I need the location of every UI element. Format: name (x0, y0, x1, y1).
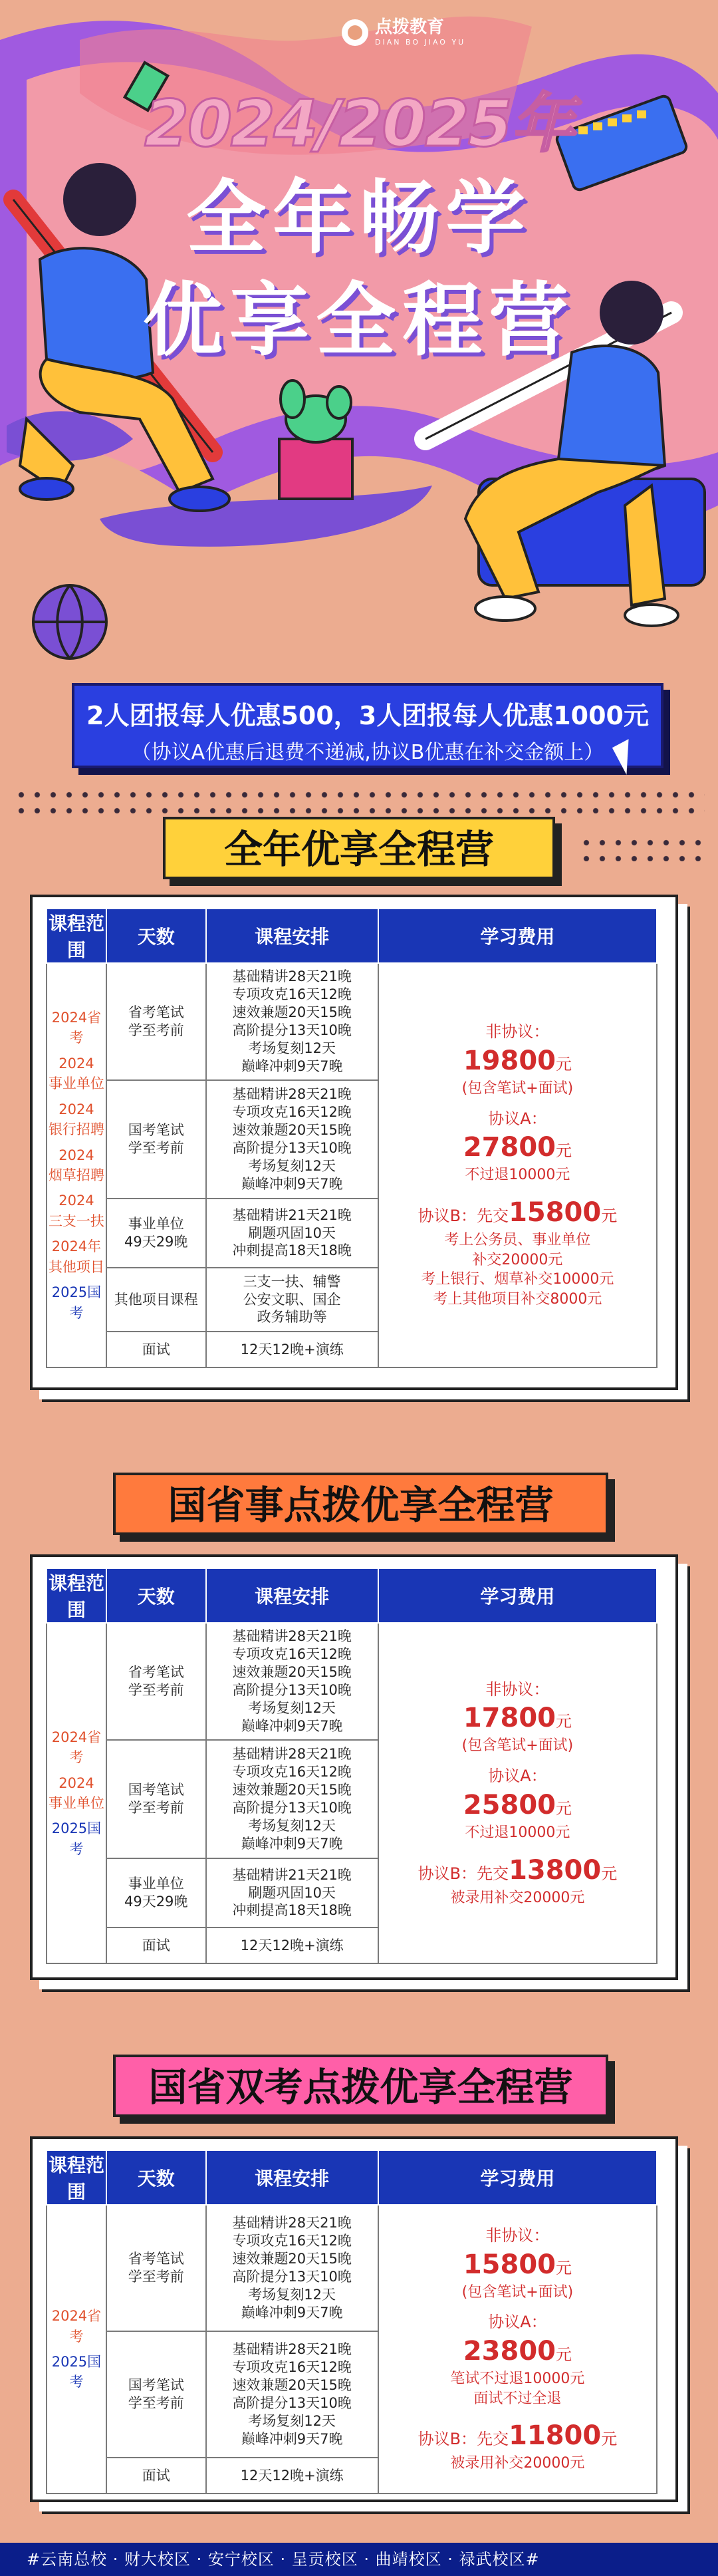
scope-item-line: 2024省考 (51, 1009, 102, 1046)
pricing-card (30, 2136, 678, 2502)
days-header: 天数 (106, 1568, 206, 1623)
scope-item-line: 2025国考 (51, 1820, 102, 1857)
fee-unit: 元 (601, 2430, 618, 2449)
days-cell (106, 1199, 206, 1268)
scope-item (47, 2352, 106, 2392)
fee-price-line (379, 1108, 656, 1166)
fee-price: 17800 (463, 1703, 556, 1734)
scope-item-line: 2025国考 (51, 2354, 102, 2390)
fee-option (379, 2311, 656, 2408)
fee-note: 不过退10000元 (465, 1824, 570, 1841)
schedule-cell (206, 1080, 378, 1199)
fee-label: 非协议： (485, 1022, 550, 1042)
hero-title-line-2: 优享全程营 (143, 275, 575, 367)
schedule-line: 巅峰冲刺9天7晚 (241, 1717, 343, 1734)
fee-price-line (379, 1679, 656, 1737)
schedule-line: 刷题巩固10天 (248, 1884, 336, 1901)
schedule-line: 基础精讲28天21晚 (232, 2215, 352, 2231)
days-line: 学至考前 (128, 1800, 184, 1816)
days-header: 天数 (106, 909, 206, 963)
schedule-line: 高阶提分13天10晚 (232, 2395, 352, 2411)
table-row (47, 2205, 657, 2331)
group-discount-banner (72, 683, 663, 768)
days-header: 天数 (106, 2150, 206, 2205)
schedule-cell (206, 1199, 378, 1268)
fee-label: 协议A： (488, 1109, 547, 1128)
schedule-line: 考场复刻12天 (248, 2412, 336, 2429)
schedule-line: 基础精讲21天21晚 (232, 1866, 352, 1883)
schedule-line: 高阶提分13天10晚 (232, 1800, 352, 1816)
fee-price-line (379, 2311, 656, 2369)
scope-item (47, 1773, 106, 1814)
fee-note: 笔试不过退10000元 (450, 2370, 585, 2387)
scope-item-line: 事业单位 (48, 1075, 104, 1092)
scope-item-line: 2024 (59, 1147, 94, 1163)
fee-label: 协议B： (418, 1864, 477, 1883)
scope-item-line: 2024 (59, 1193, 94, 1209)
days-cell (106, 1080, 206, 1199)
fee-price: 25800 (463, 1789, 556, 1820)
schedule-cell (206, 2331, 378, 2458)
fee-option (379, 1765, 656, 1842)
days-line: 事业单位 (128, 1876, 184, 1892)
schedule-line: 考场复刻12天 (248, 1040, 336, 1056)
days-line: 49天29晚 (124, 1234, 188, 1250)
days-cell (106, 1268, 206, 1332)
fee-note: 考上其他项目补交8000元 (433, 1291, 602, 1308)
fee-label: 非协议： (485, 1679, 550, 1699)
schedule-line: 冲刺提高18天18晚 (232, 1242, 352, 1259)
section-title: 全年优享全程营 (163, 817, 555, 879)
schedule-line: 基础精讲21天21晚 (232, 1207, 352, 1223)
scope-item-line: 2024省考 (51, 1729, 102, 1766)
days-line: 其他项目课程 (114, 1291, 198, 1308)
section-title: 国省双考点拨优享全程营 (113, 2055, 608, 2117)
schedule-line: 考场复刻12天 (248, 1699, 336, 1716)
fee-label: 协议A： (488, 2313, 547, 2332)
scope-item (47, 1282, 106, 1323)
schedule-line: 巅峰冲刺9天7晚 (241, 1058, 343, 1074)
fee-price-line (379, 2225, 656, 2283)
campus-footer: #云南总校 · 财大校区 · 安宁校区 · 呈贡校区 · 曲靖校区 · 禄武校区# (0, 2543, 718, 2576)
days-line: 49天29晚 (124, 1894, 188, 1910)
logo-icon (342, 19, 368, 46)
schedule-line: 专项攻克16天12晚 (232, 986, 352, 1003)
scope-item (47, 2306, 106, 2347)
days-line: 省考笔试 (128, 1664, 184, 1681)
fee-option (379, 1679, 656, 1756)
schedule-line: 政务辅助等 (257, 1309, 327, 1326)
scope-item-line: 2024 (59, 1101, 94, 1117)
fee-option (379, 1195, 656, 1310)
scope-item-line: 事业单位 (48, 1795, 104, 1811)
days-cell (106, 2458, 206, 2494)
fee-note: 面试不过全退 (473, 2390, 562, 2407)
fee-price-line (379, 1195, 656, 1230)
fee-note: 不过退10000元 (465, 1167, 570, 1184)
schedule-line: 12天12晚+演练 (240, 1937, 344, 1953)
schedule-line: 冲刺提高18天18晚 (232, 1902, 352, 1919)
schedule-cell (206, 1740, 378, 1858)
fee-header: 学习费用 (378, 1568, 657, 1623)
fee-price: 11800 (509, 2420, 602, 2452)
fee-price-line (379, 2418, 656, 2454)
days-line: 面试 (142, 1341, 170, 1358)
fee-prefix: 先交 (477, 2430, 509, 2449)
fee-note: (包含笔试+面试) (461, 1079, 574, 1097)
scope-item (47, 1236, 106, 1277)
table-row (47, 1623, 657, 1740)
fee-price: 27800 (463, 1132, 556, 1163)
scope-item (47, 1191, 106, 1231)
fee-unit: 元 (601, 1864, 618, 1883)
days-line: 国考笔试 (128, 1122, 184, 1139)
promo-line-1: 2人团报每人优惠500，3人团报每人优惠1000元 (86, 701, 649, 730)
fee-cell (378, 1623, 657, 1963)
fee-option (379, 2225, 656, 2302)
schedule-line: 刷题巩固10天 (248, 1224, 336, 1241)
days-cell (106, 1858, 206, 1928)
pricing-card (30, 895, 678, 1390)
schedule-line: 专项攻克16天12晚 (232, 2233, 352, 2249)
schedule-line: 考场复刻12天 (248, 1157, 336, 1174)
schedule-line: 12天12晚+演练 (240, 1341, 344, 1358)
schedule-line: 三支一扶、辅警 (243, 1273, 341, 1290)
section-title: 国省事点拨优享全程营 (113, 1473, 608, 1535)
days-line: 面试 (142, 1937, 170, 1953)
fee-price: 15800 (463, 2249, 556, 2280)
schedule-line: 专项攻克16天12晚 (232, 1646, 352, 1663)
schedule-line: 公安文职、国企 (243, 1291, 341, 1308)
schedule-header: 课程安排 (206, 2150, 378, 2205)
scope-cell (47, 963, 106, 1367)
fee-note: 被录用补交20000元 (450, 1889, 585, 1906)
days-cell (106, 2205, 206, 2331)
days-cell (106, 1332, 206, 1367)
dot-divider (13, 787, 705, 813)
schedule-line: 高阶提分13天10晚 (232, 1022, 352, 1038)
fee-note: 被录用补交20000元 (450, 2455, 585, 2472)
fee-label: 非协议： (485, 2225, 550, 2245)
fee-prefix: 先交 (477, 1207, 509, 1225)
scope-item (47, 1727, 106, 1768)
fee-unit: 元 (556, 1712, 572, 1731)
days-line: 学至考前 (128, 1022, 184, 1038)
schedule-line: 巅峰冲刺9天7晚 (241, 1835, 343, 1852)
scope-item-line: 2024年 (51, 1238, 102, 1255)
schedule-line: 速效兼题20天15晚 (232, 2377, 352, 2394)
brand-logo (342, 19, 465, 46)
schedule-line: 专项攻克16天12晚 (232, 1764, 352, 1781)
fee-unit: 元 (556, 2345, 572, 2364)
scope-header: 课程范围 (47, 1568, 106, 1623)
fee-price: 15800 (509, 1197, 602, 1228)
schedule-line: 基础精讲28天21晚 (232, 968, 352, 985)
fee-option (379, 1108, 656, 1185)
pricing-table (46, 2150, 658, 2494)
scope-cell (47, 1623, 106, 1963)
schedule-line: 基础精讲28天21晚 (232, 1746, 352, 1763)
schedule-header: 课程安排 (206, 1568, 378, 1623)
scope-item (47, 1054, 106, 1094)
schedule-line: 12天12晚+演练 (240, 2467, 344, 2484)
schedule-line: 巅峰冲刺9天7晚 (241, 2304, 343, 2321)
fee-note: (包含笔试+面试) (461, 2283, 574, 2301)
fee-unit: 元 (556, 1141, 572, 1161)
fee-price: 19800 (463, 1045, 556, 1076)
schedule-line: 速效兼题20天15晚 (232, 1782, 352, 1798)
promo-line-2: （协议A优惠后退费不递减,协议B优惠在补交金额上） (131, 741, 604, 764)
fee-unit: 元 (556, 2258, 572, 2277)
hero-banner (0, 0, 718, 665)
schedule-line: 高阶提分13天10晚 (232, 2269, 352, 2285)
fee-note: 补交20000元 (472, 1251, 563, 1268)
schedule-line: 巅峰冲刺9天7晚 (241, 1175, 343, 1192)
fee-price: 13800 (509, 1854, 602, 1886)
fee-unit: 元 (556, 1798, 572, 1818)
logo-name: 点拨教育 (375, 17, 445, 37)
scope-item-line: 烟草招聘 (48, 1167, 104, 1183)
scope-item (47, 1099, 106, 1140)
hero-year: 2024/2025年 (144, 86, 574, 161)
fee-cell (378, 963, 657, 1367)
fee-cell (378, 2205, 657, 2494)
scope-item-line: 银行招聘 (48, 1121, 104, 1138)
table-row (47, 963, 657, 1080)
schedule-line: 专项攻克16天12晚 (232, 1104, 352, 1121)
schedule-line: 速效兼题20天15晚 (232, 2251, 352, 2267)
schedule-cell (206, 1623, 378, 1740)
days-line: 学至考前 (128, 2395, 184, 2411)
fee-unit: 元 (556, 1054, 572, 1073)
pricing-table (46, 1568, 658, 1964)
fee-price-line (379, 1021, 656, 1079)
schedule-line: 基础精讲28天21晚 (232, 2341, 352, 2358)
schedule-cell (206, 963, 378, 1080)
fee-note: 考上公务员、事业单位 (444, 1232, 591, 1248)
fee-option (379, 1852, 656, 1908)
fee-option (379, 1021, 656, 1098)
schedule-line: 高阶提分13天10晚 (232, 1140, 352, 1156)
scope-item-line: 其他项目 (48, 1258, 104, 1275)
schedule-cell (206, 2205, 378, 2331)
days-cell (106, 963, 206, 1080)
scope-item-line: 2024省考 (51, 2308, 102, 2345)
fee-option (379, 2418, 656, 2474)
days-line: 国考笔试 (128, 2377, 184, 2394)
scope-item (47, 1145, 106, 1186)
days-line: 国考笔试 (128, 1782, 184, 1798)
scope-header: 课程范围 (47, 909, 106, 963)
schedule-line: 基础精讲28天21晚 (232, 1628, 352, 1645)
hero-title-line-1: 全年畅学 (186, 172, 532, 265)
schedule-cell (206, 1268, 378, 1332)
scope-item-line: 2024 (59, 1055, 94, 1072)
fee-unit: 元 (601, 1207, 618, 1225)
scope-header: 课程范围 (47, 2150, 106, 2205)
scope-cell (47, 2205, 106, 2494)
days-line: 面试 (142, 2467, 170, 2484)
days-cell (106, 1623, 206, 1740)
schedule-line: 巅峰冲刺9天7晚 (241, 2430, 343, 2447)
fee-header: 学习费用 (378, 2150, 657, 2205)
days-line: 事业单位 (128, 1216, 184, 1232)
days-line: 学至考前 (128, 1682, 184, 1698)
dot-divider (578, 835, 705, 861)
days-cell (106, 1928, 206, 1963)
fee-header: 学习费用 (378, 909, 657, 963)
fee-label: 协议B： (418, 2430, 477, 2449)
fee-note: (包含笔试+面试) (461, 1737, 574, 1755)
schedule-line: 考场复刻12天 (248, 2286, 336, 2303)
schedule-cell (206, 1332, 378, 1367)
fee-prefix: 先交 (477, 1864, 509, 1883)
scope-item-line: 2025国考 (51, 1284, 102, 1321)
days-line: 学至考前 (128, 1140, 184, 1156)
fee-label: 协议A： (488, 1767, 547, 1786)
pricing-table (46, 908, 658, 1368)
fee-price-line (379, 1852, 656, 1888)
schedule-cell (206, 2458, 378, 2494)
days-line: 省考笔试 (128, 1004, 184, 1021)
pricing-card (30, 1554, 678, 1980)
schedule-line: 速效兼题20天15晚 (232, 1122, 352, 1139)
fee-price-line (379, 1765, 656, 1823)
days-line: 学至考前 (128, 2269, 184, 2285)
schedule-line: 高阶提分13天10晚 (232, 1682, 352, 1698)
schedule-line: 速效兼题20天15晚 (232, 1664, 352, 1681)
fee-note: 考上银行、烟草补交10000元 (421, 1271, 614, 1288)
days-line: 省考笔试 (128, 2251, 184, 2267)
days-cell (106, 1740, 206, 1858)
schedule-header: 课程安排 (206, 909, 378, 963)
fee-price: 23800 (463, 2336, 556, 2366)
scope-item-line: 2024 (59, 1775, 94, 1791)
scope-item-line: 三支一扶 (48, 1213, 104, 1229)
scope-item (47, 1818, 106, 1859)
schedule-line: 考场复刻12天 (248, 1817, 336, 1834)
schedule-cell (206, 1858, 378, 1928)
scope-item (47, 1008, 106, 1048)
schedule-cell (206, 1928, 378, 1963)
schedule-line: 基础精讲28天21晚 (232, 1086, 352, 1103)
days-cell (106, 2331, 206, 2458)
schedule-line: 速效兼题20天15晚 (232, 1004, 352, 1021)
fee-label: 协议B： (418, 1207, 477, 1225)
logo-pinyin: DIAN BO JIAO YU (375, 38, 466, 47)
schedule-line: 专项攻克16天12晚 (232, 2359, 352, 2376)
